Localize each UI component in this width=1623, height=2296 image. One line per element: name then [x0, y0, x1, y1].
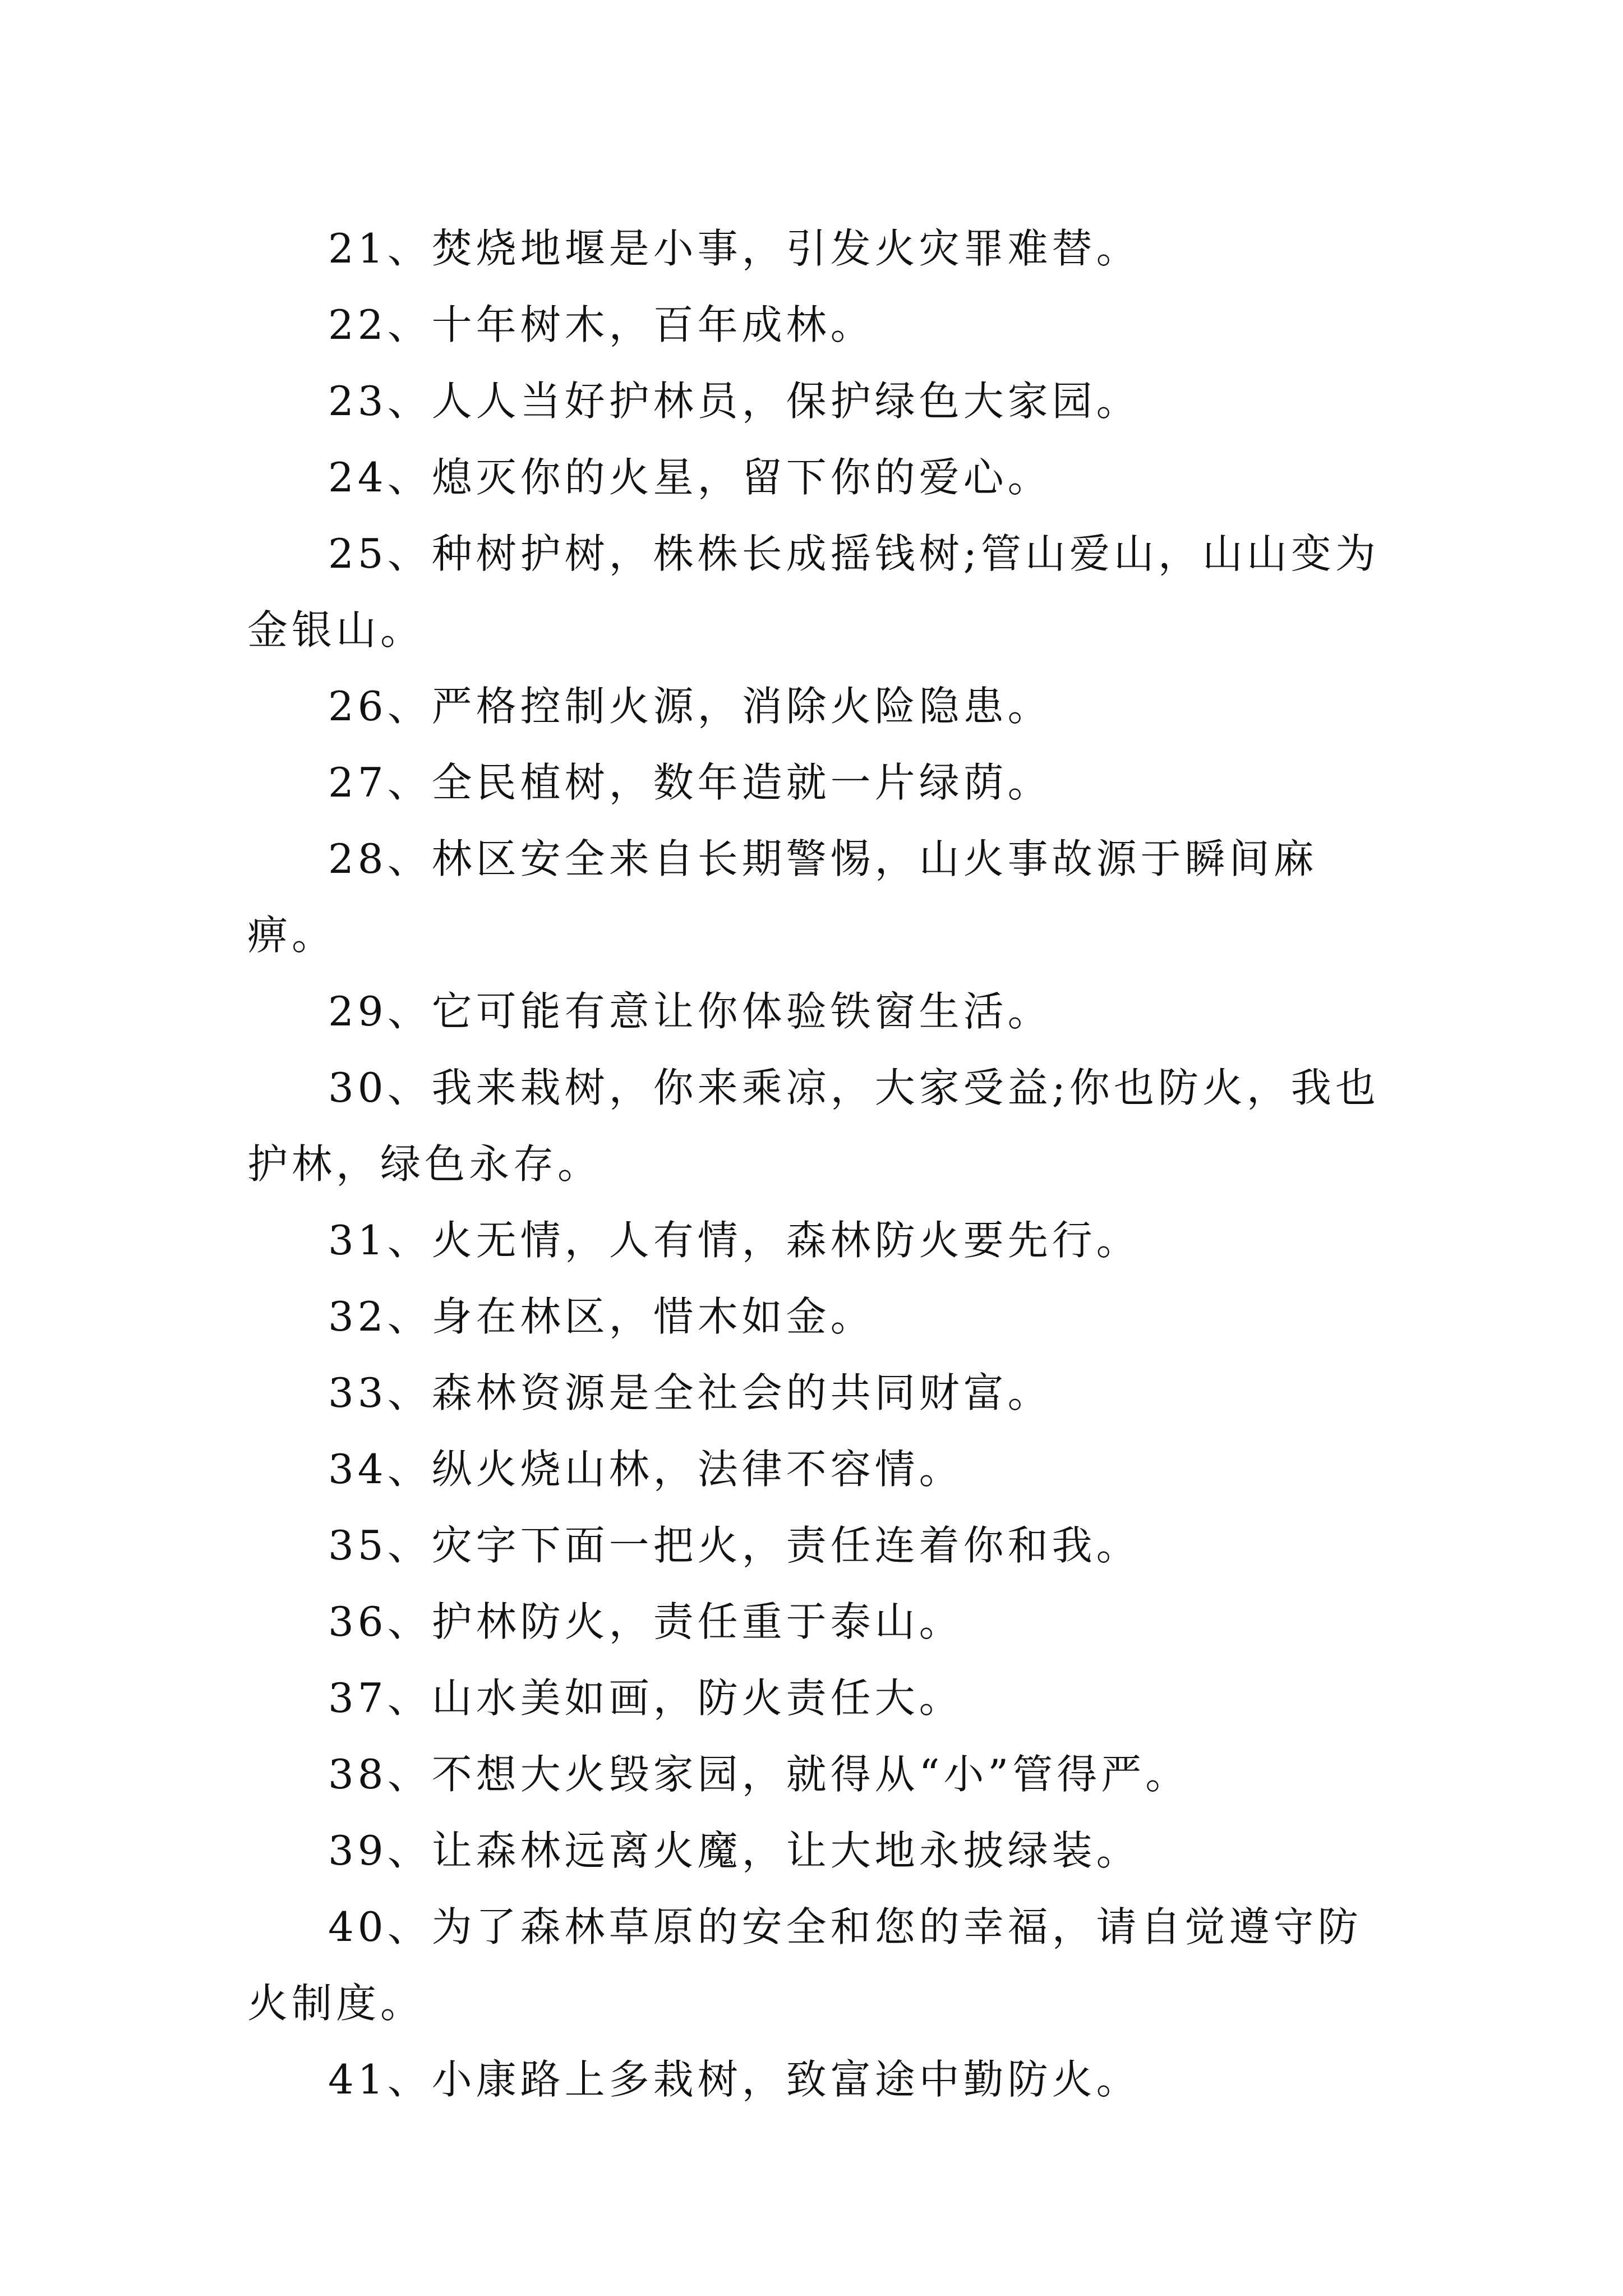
slogan-paragraph: 33、森林资源是全社会的共同财富。: [328, 1369, 1052, 1416]
slogan-paragraph: 30、我来栽树，你来乘凉，大家受益;你也防火，我也护林，绿色永存。: [247, 1064, 1380, 1188]
slogan-paragraph: 31、火无情，人有情，森林防火要先行。: [328, 1217, 1141, 1264]
slogan-paragraph: 23、人人当好护林员，保护绿色大家园。: [328, 378, 1141, 425]
slogan-paragraph: 22、十年树木，百年成林。: [328, 301, 875, 348]
slogan-paragraph: 39、让森林远离火魔，让大地永披绿装。: [328, 1827, 1141, 1874]
slogan-paragraph: 35、灾字下面一把火，责任连着你和我。: [328, 1522, 1141, 1569]
slogan-paragraph: 24、熄灭你的火星，留下你的爱心。: [328, 454, 1052, 501]
slogan-paragraph: 21、焚烧地堰是小事，引发火灾罪难替。: [328, 225, 1141, 272]
slogan-paragraph: 32、身在林区，惜木如金。: [328, 1293, 875, 1340]
slogan-paragraph: 29、它可能有意让你体验铁窗生活。: [328, 988, 1052, 1035]
slogan-paragraph: 27、全民植树，数年造就一片绿荫。: [328, 759, 1052, 806]
slogan-paragraph: 38、不想大火毁家园，就得从“小”管得严。: [328, 1751, 1190, 1798]
slogan-paragraph: 25、种树护树，株株长成摇钱树;管山爱山，山山变为金银山。: [247, 530, 1380, 654]
slogan-paragraph: 28、林区安全来自长期警惕，山火事故源于瞬间麻痹。: [247, 835, 1318, 959]
slogan-paragraph: 36、护林防火，责任重于泰山。: [328, 1598, 963, 1645]
slogan-paragraph: 34、纵火烧山林，法律不容情。: [328, 1446, 963, 1493]
slogan-paragraph: 37、山水美如画，防火责任大。: [328, 1674, 963, 1722]
slogan-list: [247, 210, 1391, 2118]
slogan-paragraph: 26、严格控制火源，消除火险隐患。: [328, 683, 1052, 730]
slogan-paragraph: 41、小康路上多栽树，致富途中勤防火。: [328, 2056, 1141, 2103]
slogan-paragraph: 40、为了森林草原的安全和您的幸福，请自觉遵守防火制度。: [247, 1903, 1362, 2027]
